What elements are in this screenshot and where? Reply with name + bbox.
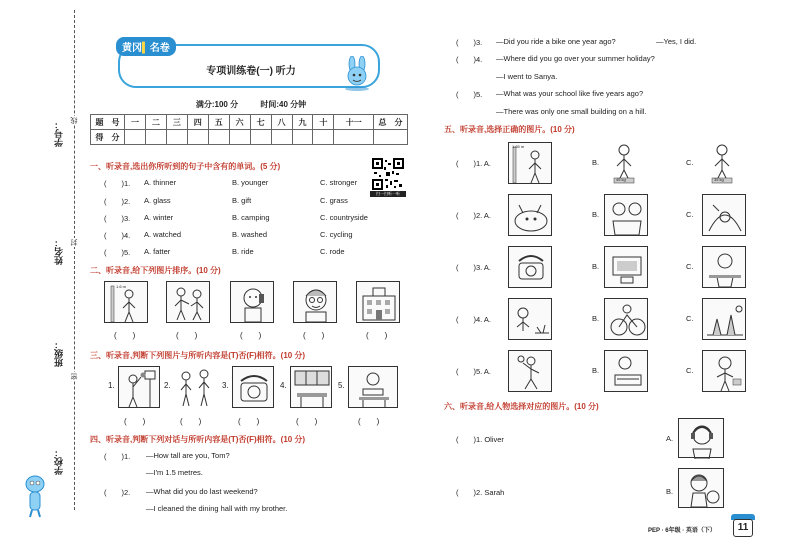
s3-pic-basketball bbox=[118, 366, 160, 408]
s5-q4-b[interactable]: B. bbox=[592, 314, 600, 323]
score-header: 十 bbox=[313, 115, 334, 130]
bind-mark-secret: 密 bbox=[71, 373, 78, 380]
number-label: 学号： bbox=[54, 120, 64, 147]
s5-q4-pic-a bbox=[508, 298, 552, 340]
s1-q1-b: B. younger bbox=[232, 178, 269, 187]
s3-label-4: 4. bbox=[280, 381, 287, 390]
s5-q5-label[interactable]: ( )5. A. bbox=[456, 367, 492, 376]
name-label: 姓名： bbox=[54, 238, 64, 265]
s4-q2-num[interactable]: ( )2. bbox=[104, 488, 131, 497]
s3-pic-reading bbox=[348, 366, 398, 408]
score-info bbox=[90, 99, 412, 110]
brand-logo: 黄冈▍名卷 bbox=[116, 37, 176, 56]
s2-answer-5[interactable]: ( ) bbox=[366, 331, 388, 340]
score-header: 题 号 bbox=[91, 115, 125, 130]
s2-answer-1[interactable]: ( ) bbox=[114, 331, 136, 340]
score-cell[interactable] bbox=[271, 130, 292, 145]
s5-q5-c[interactable]: C. bbox=[686, 366, 694, 375]
s1-q3-b: B. camping bbox=[232, 213, 270, 222]
s3-label-3: 3. bbox=[222, 381, 229, 390]
s5-q3-b[interactable]: B. bbox=[592, 262, 600, 271]
s2-pic-kids-playing bbox=[166, 281, 210, 323]
time-limit: 时间:40 分钟 bbox=[260, 100, 307, 109]
s6-q1-opt[interactable]: A. bbox=[666, 434, 674, 443]
mascot-icon bbox=[20, 470, 50, 520]
s5-q1-b[interactable]: B. bbox=[592, 158, 600, 167]
s5-q2-pic-b bbox=[604, 194, 648, 236]
score-header: 二 bbox=[145, 115, 166, 130]
s5-q1-label[interactable]: ( )1. A. bbox=[456, 159, 492, 168]
s5-q5-b[interactable]: B. bbox=[592, 366, 600, 375]
s5-weight-c: 35 kg bbox=[714, 177, 724, 182]
class-label: 班级： bbox=[54, 340, 64, 367]
s4-q4-num[interactable]: ( )4. bbox=[456, 55, 483, 64]
s6-q1-label[interactable]: ( )1. Oliver bbox=[456, 435, 504, 444]
score-cell[interactable] bbox=[208, 130, 229, 145]
section2-title: 二、听录音,给下列图片排序。(10 分) bbox=[90, 266, 221, 275]
s4-q5-answer: —There was only one small building on a hill. bbox=[496, 107, 647, 116]
s4-q3-question: —Did you ride a bike one year ago? bbox=[496, 37, 616, 46]
s1-q2-c: C. grass bbox=[320, 196, 348, 205]
s5-q5-pic-a bbox=[508, 350, 552, 392]
s5-q5-pic-c bbox=[702, 350, 746, 392]
s5-weight-b: 45 kg bbox=[616, 177, 626, 182]
s5-q2-c[interactable]: C. bbox=[686, 210, 694, 219]
s3-answer-5[interactable]: ( ) bbox=[358, 417, 380, 426]
s1-q4-c: C. cycling bbox=[320, 230, 353, 239]
s5-q3-pic-b bbox=[604, 246, 648, 288]
s5-q3-pic-c bbox=[702, 246, 746, 288]
s2-answer-4[interactable]: ( ) bbox=[303, 331, 325, 340]
s1-q3-a: A. winter bbox=[144, 213, 174, 222]
s5-q3-label[interactable]: ( )3. A. bbox=[456, 263, 492, 272]
s2-answer-2[interactable]: ( ) bbox=[176, 331, 198, 340]
s1-q5-b: B. ride bbox=[232, 247, 254, 256]
score-cell[interactable] bbox=[334, 130, 374, 145]
score-cell[interactable] bbox=[187, 130, 208, 145]
s1-q5-num[interactable]: ( )5. bbox=[104, 248, 131, 257]
s1-question-3 bbox=[104, 213, 408, 224]
s1-q3-c: C. countryside bbox=[320, 213, 368, 222]
s4-q2-answer: —I cleaned the dining hall with my brother. bbox=[146, 504, 288, 513]
s6-q2-label[interactable]: ( )2. Sarah bbox=[456, 488, 505, 497]
s1-q1-c: C. stronger bbox=[320, 178, 358, 187]
score-header: 四 bbox=[187, 115, 208, 130]
score-table bbox=[90, 114, 408, 145]
s4-q1-question: —How tall are you, Tom? bbox=[146, 451, 230, 460]
s3-label-2: 2. bbox=[164, 381, 171, 390]
bind-mark-line: 线 bbox=[71, 117, 78, 124]
s6-q2-opt[interactable]: B. bbox=[666, 487, 674, 496]
school-label: 学校： bbox=[54, 448, 64, 475]
bind-mark-seal: 封 bbox=[71, 239, 78, 246]
binding-margin bbox=[0, 0, 85, 554]
s5-q5-pic-b bbox=[604, 350, 648, 392]
s3-pic-phone bbox=[232, 366, 274, 408]
s2-height-label: 1.6 m bbox=[116, 284, 127, 289]
s2-pic-old-woman bbox=[293, 281, 337, 323]
cut-line bbox=[74, 10, 75, 510]
right-column bbox=[440, 0, 795, 554]
score-header: 六 bbox=[229, 115, 250, 130]
s2-answer-3[interactable]: ( ) bbox=[240, 331, 262, 340]
score-header: 九 bbox=[292, 115, 313, 130]
s4-q1-num[interactable]: ( )1. bbox=[104, 452, 131, 461]
s5-q2-pic-c bbox=[702, 194, 746, 236]
score-header: 五 bbox=[208, 115, 229, 130]
s3-pic-dining-hall bbox=[290, 366, 332, 408]
rabbit-mascot-icon bbox=[338, 56, 378, 92]
s3-answer-3[interactable]: ( ) bbox=[238, 417, 260, 426]
s3-label-1: 1. bbox=[108, 381, 115, 390]
s4-q5-question: —What was your school like five years ago? bbox=[496, 89, 644, 98]
s1-q2-num[interactable]: ( )2. bbox=[104, 197, 131, 206]
s5-q4-pic-b bbox=[604, 298, 648, 340]
s3-label-5: 5. bbox=[338, 381, 345, 390]
s4-q1-answer: —I'm 1.5 metres. bbox=[146, 468, 203, 477]
score-row-label: 得 分 bbox=[91, 130, 125, 145]
s5-q3-c[interactable]: C. bbox=[686, 262, 694, 271]
left-column bbox=[90, 0, 412, 554]
section4-title: 四、听录音,判断下列对话与所听内容是(T)否(F)相符。(10 分) bbox=[90, 435, 306, 444]
page-title: 专项训练卷(一) 听力 bbox=[206, 66, 296, 77]
score-cell[interactable] bbox=[125, 130, 146, 145]
score-header: 八 bbox=[271, 115, 292, 130]
score-cell[interactable] bbox=[313, 130, 334, 145]
s3-answer-4[interactable]: ( ) bbox=[296, 417, 318, 426]
s5-q4-pic-c bbox=[702, 298, 746, 340]
s3-pic-two-kids bbox=[174, 366, 216, 408]
s5-q2-pic-a bbox=[508, 194, 552, 236]
s3-answer-1[interactable]: ( ) bbox=[124, 417, 146, 426]
s2-pic-building bbox=[356, 281, 400, 323]
s1-q4-num[interactable]: ( )4. bbox=[104, 231, 131, 240]
s2-pic-man-phone bbox=[230, 281, 274, 323]
score-cell[interactable] bbox=[292, 130, 313, 145]
section6-title: 六、听录音,给人物选择对应的图片。(10 分) bbox=[444, 402, 599, 411]
s1-question-1 bbox=[104, 178, 408, 189]
s4-q4-answer: —I went to Sanya. bbox=[496, 72, 558, 81]
s4-q4-question: —Where did you go over your summer holiday? bbox=[496, 54, 655, 63]
s1-q2-b: B. gift bbox=[232, 196, 252, 205]
score-cell[interactable] bbox=[250, 130, 271, 145]
s4-q5-num[interactable]: ( )5. bbox=[456, 90, 483, 99]
s5-q2-b[interactable]: B. bbox=[592, 210, 600, 219]
qr-caption: 扫一扫听一听 bbox=[370, 191, 406, 197]
s1-q2-a: A. glass bbox=[144, 196, 171, 205]
score-header: 总 分 bbox=[374, 115, 408, 130]
s6-pic-a bbox=[678, 418, 724, 458]
s3-answer-2[interactable]: ( ) bbox=[180, 417, 202, 426]
score-cell[interactable] bbox=[229, 130, 250, 145]
s5-q1-c[interactable]: C. bbox=[686, 158, 694, 167]
s5-q4-label[interactable]: ( )4. A. bbox=[456, 315, 492, 324]
s1-question-2 bbox=[104, 196, 408, 207]
s1-q1-a: A. thinner bbox=[144, 178, 177, 187]
score-header: 一 bbox=[125, 115, 146, 130]
section1-title: 一、听录音,选出你所听到的句子中含有的单词。(5 分) bbox=[90, 162, 281, 171]
s4-q3-num[interactable]: ( )3. bbox=[456, 38, 483, 47]
s1-q4-b: B. washed bbox=[232, 230, 268, 239]
score-header-row bbox=[91, 115, 408, 130]
s1-q3-num[interactable]: ( )3. bbox=[104, 214, 131, 223]
score-value-row bbox=[91, 130, 408, 145]
full-score: 满分:100 分 bbox=[195, 100, 239, 109]
s4-q3-answer: —Yes, I did. bbox=[656, 37, 697, 46]
s1-q1-num[interactable]: ( )1. bbox=[104, 179, 131, 188]
s5-height-label: 1.65 m bbox=[512, 144, 525, 149]
score-header: 三 bbox=[166, 115, 187, 130]
s1-q5-a: A. fatter bbox=[144, 247, 171, 256]
s6-pic-b bbox=[678, 468, 724, 508]
score-cell[interactable] bbox=[145, 130, 166, 145]
s4-q2-question: —What did you do last weekend? bbox=[146, 487, 258, 496]
page-number: 11 bbox=[733, 519, 753, 537]
section5-title: 五、听录音,选择正确的图片。(10 分) bbox=[444, 125, 575, 134]
s5-q3-pic-a bbox=[508, 246, 552, 288]
score-cell[interactable] bbox=[166, 130, 187, 145]
section3-title: 三、听录音,判断下列图片与所听内容是(T)否(F)相符。(10 分) bbox=[90, 351, 306, 360]
score-cell[interactable] bbox=[374, 130, 408, 145]
s5-q2-label[interactable]: ( )2. A. bbox=[456, 211, 492, 220]
score-header: 十一 bbox=[334, 115, 374, 130]
footer-text: PEP · 6年级 · 英语（下） bbox=[648, 528, 716, 534]
score-header: 七 bbox=[250, 115, 271, 130]
s1-question-4 bbox=[104, 230, 408, 241]
s1-q5-c: C. rode bbox=[320, 247, 345, 256]
s1-q4-a: A. watched bbox=[144, 230, 182, 239]
s5-q4-c[interactable]: C. bbox=[686, 314, 694, 323]
s1-question-5 bbox=[104, 247, 408, 258]
